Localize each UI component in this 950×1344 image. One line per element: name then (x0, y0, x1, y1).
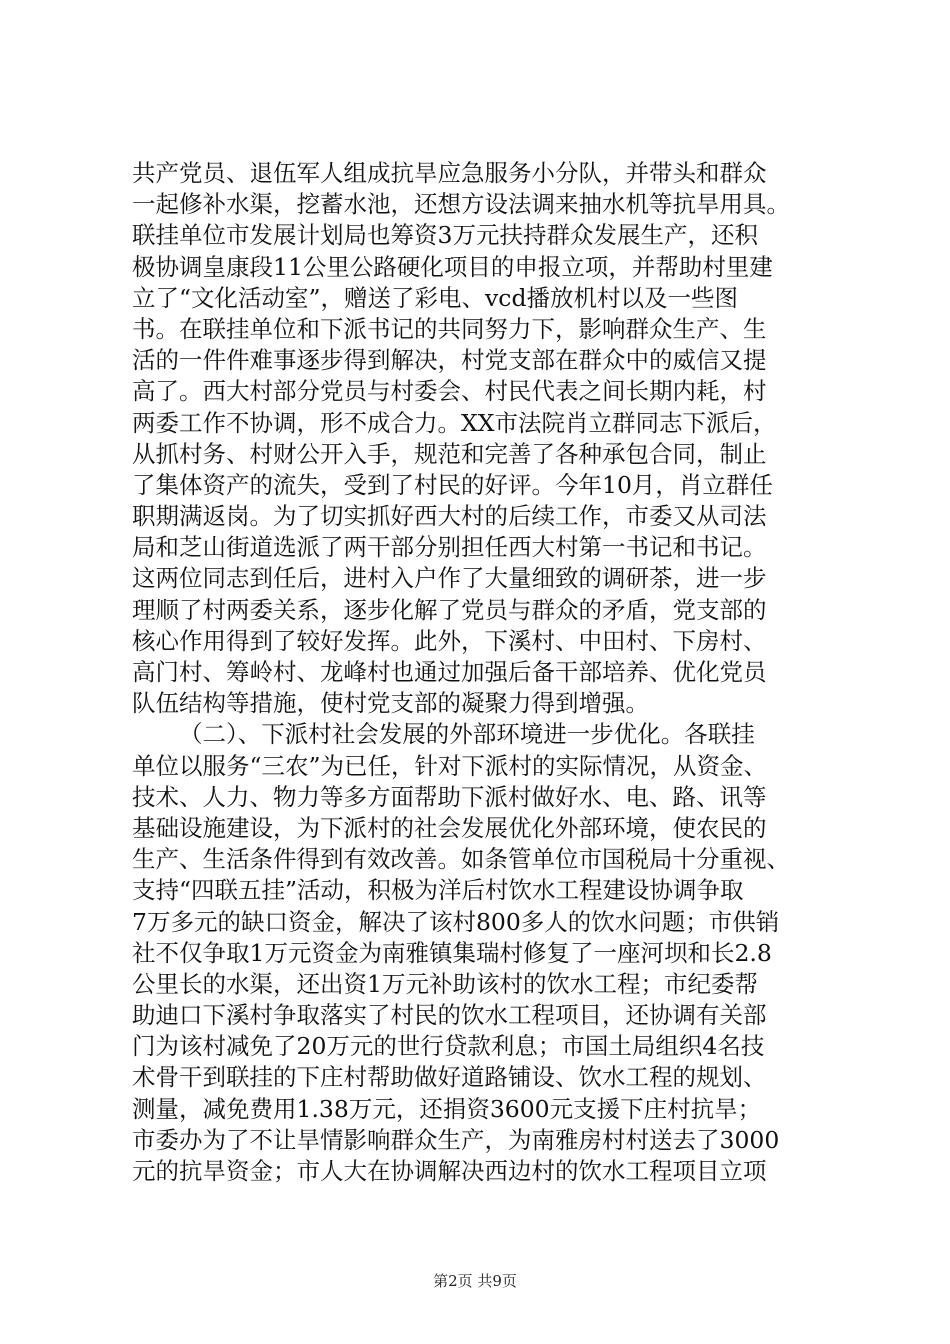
text-line: 技术、人力、物力等多方面帮助下派村做好水、电、路、讯等 (132, 782, 767, 811)
paragraph-heading-line: （二）、下派村社会发展的外部环境进一步优化。各联挂 (179, 720, 755, 749)
text-line: 理顺了村两委关系，逐步化解了党员与群众的矛盾，党支部的 (132, 595, 767, 624)
page-footer: 第2页 共9页 (433, 1272, 517, 1290)
text-line: 两委工作不协调，形不成合力。XX市法院肖立群同志下派后， (132, 408, 777, 437)
text-line: 职期满返岗。为了切实抓好西大村的后续工作，市委又从司法 (132, 502, 767, 531)
text-line: 联挂单位市发展计划局也筹资3万元扶持群众发展生产，还积 (132, 221, 758, 250)
text-line: 基础设施建设，为下派村的社会发展优化外部环境，使农民的 (132, 813, 767, 842)
text-line: 社不仅争取1万元资金为南雅镇集瑞村修复了一座河坝和长2.8 (132, 938, 772, 967)
text-line: 一起修补水渠，挖蓄水池，还想方设法调来抽水机等抗旱用具。 (132, 190, 790, 219)
text-line: 活的一件件难事逐步得到解决，村党支部在群众中的威信又提 (132, 346, 767, 375)
text-line: 了集体资产的流失，受到了村民的好评。今年10月，肖立群任 (132, 470, 773, 499)
text-line: 局和芝山街道选派了两干部分别担任西大村第一书记和书记。 (132, 533, 767, 562)
text-line: 生产、生活条件得到有效改善。如条管单位市国税局十分重视、 (132, 845, 790, 874)
text-line: 书。在联挂单位和下派书记的共同努力下，影响群众生产、生 (132, 314, 767, 343)
body-text (132, 158, 832, 1187)
text-line: 支持“四联五挂”活动，积极为洋后村饮水工程建设协调争取 (132, 876, 744, 905)
text-line: 共产党员、退伍军人组成抗旱应急服务小分队，并带头和群众 (132, 159, 767, 187)
text-line: 队伍结构等措施，使村党支部的凝聚力得到增强。 (132, 689, 649, 718)
text-line: 这两位同志到任后，进村入户作了大量细致的调研茶，进一步 (132, 564, 767, 593)
text-line: 高门村、筹岭村、龙峰村也通过加强后备干部培养、优化党员 (132, 658, 767, 686)
text-line: 单位以服务“三农”为已任，针对下派村的实际情况，从资金、 (132, 751, 768, 780)
text-line: 核心作用得到了较好发挥。此外，下溪村、中田村、下房村、 (132, 626, 767, 655)
text-line: 测量，减免费用1.38万元，还捐资3600元支援下庄村抗旱； (132, 1094, 762, 1123)
text-line: 高了。西大村部分党员与村委会、村民代表之间长期内耗，村 (132, 377, 767, 406)
text-line: 从抓村务、村财公开入手，规范和完善了各种承包合同，制止 (132, 439, 767, 468)
text-line: 术骨干到联挂的下庄村帮助做好道路铺设、饮水工程的规划、 (132, 1063, 767, 1092)
text-line: 元的抗旱资金；市人大在协调解决西边村的饮水工程项目立项 (132, 1157, 767, 1185)
text-line: 门为该村减免了20万元的世行贷款利息；市国土局组织4名技 (132, 1032, 765, 1061)
text-line: 立了“文化活动室”，赠送了彩电、vcd播放机村以及一些图 (132, 283, 739, 312)
text-line: 极协调皇康段11公里公路硬化项目的申报立项，并帮助村里建 (132, 252, 773, 281)
text-line: 助迪口下溪村争取落实了村民的饮水工程项目，还协调有关部 (132, 1001, 767, 1030)
text-line: 市委办为了不让旱情影响群众生产，为南雅房村村送去了3000 (132, 1125, 780, 1154)
text-line: 公里长的水渠，还出资1万元补助该村的饮水工程；市纪委帮 (132, 969, 758, 998)
text-line: 7万多元的缺口资金，解决了该村800多人的饮水问题；市供销 (132, 907, 780, 936)
